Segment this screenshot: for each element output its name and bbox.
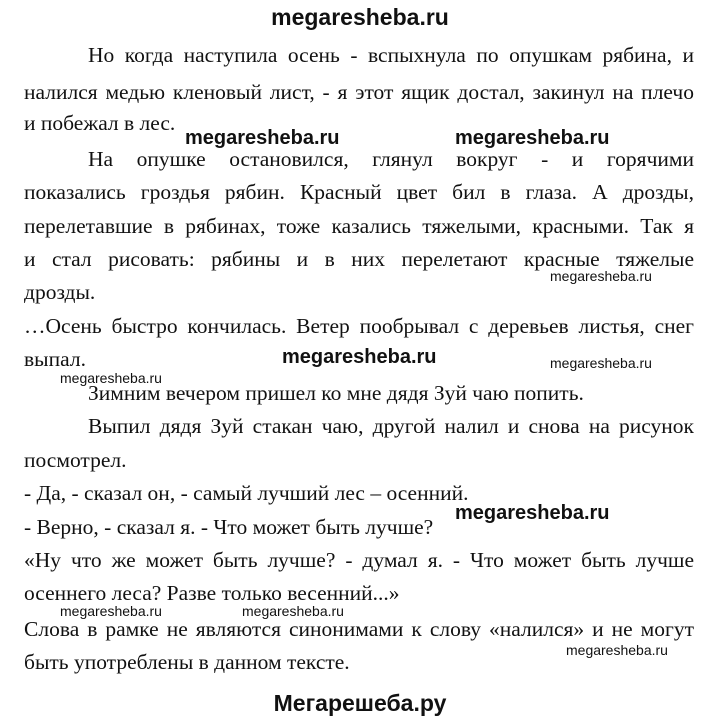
text-line-1: Но когда наступила осень - вспыхнула по опушкам рябина, и — [88, 43, 694, 67]
text-line-4: На опушке остановился, глянул вокруг - и горячими — [88, 147, 694, 171]
text-line-5: показались гроздья рябин. Красный цвет бил в глаза. А дрозды, — [24, 180, 694, 204]
text-line-18: Слова в рамке не являются синонимами к слову «налился» и не могут — [24, 617, 694, 641]
watermark-small: megaresheba.ru — [60, 370, 162, 386]
text-line-8: дрозды. — [24, 280, 96, 304]
site-footer: Мегарешеба.ру — [273, 690, 447, 716]
text-line-3: и побежал в лес. — [24, 111, 176, 135]
text-line-9: …Осень быстро кончилась. Ветер пообрывал с деревьев листья, снег — [24, 314, 694, 338]
text-line-10: выпал. — [24, 347, 86, 371]
text-line-17: осеннего леса? Разве только весенний...» — [24, 581, 400, 605]
text-line-11: Зимним вечером пришел ко мне дядя Зуй чаю попить. — [88, 381, 584, 405]
text-line-15: - Верно, - сказал я. - Что может быть лучше? — [24, 515, 434, 539]
text-line-13: посмотрел. — [24, 448, 127, 472]
text-line-14: - Да, - сказал он, - самый лучший лес – осенний. — [24, 481, 469, 505]
text-line-6: перелетавшие в рябинах, тоже казались тяжелыми, красными. Так я — [24, 214, 694, 238]
watermark-small: megaresheba.ru — [550, 355, 652, 371]
text-line-12: Выпил дядя Зуй стакан чаю, другой налил и снова на рисунок — [88, 414, 694, 438]
text-line-19: быть употреблены в данном тексте. — [24, 650, 350, 674]
watermark: megaresheba.ru — [282, 346, 437, 368]
watermark-small: megaresheba.ru — [60, 603, 162, 619]
watermark-small: megaresheba.ru — [550, 268, 652, 284]
text-line-7: и стал рисовать: рябины и в них перелетают красные тяжелые — [24, 247, 694, 271]
watermark-small: megaresheba.ru — [242, 603, 344, 619]
watermark: megaresheba.ru — [185, 127, 340, 149]
watermark: megaresheba.ru — [455, 127, 610, 149]
site-header: megaresheba.ru — [271, 4, 449, 30]
watermark: megaresheba.ru — [455, 502, 610, 524]
text-line-16: «Ну что же может быть лучше? - думал я. - Что может быть лучше — [24, 548, 694, 572]
watermark-small: megaresheba.ru — [566, 642, 668, 658]
text-line-2: налился медью кленовый лист, - я этот ящик достал, закинул на плечо — [24, 80, 694, 104]
